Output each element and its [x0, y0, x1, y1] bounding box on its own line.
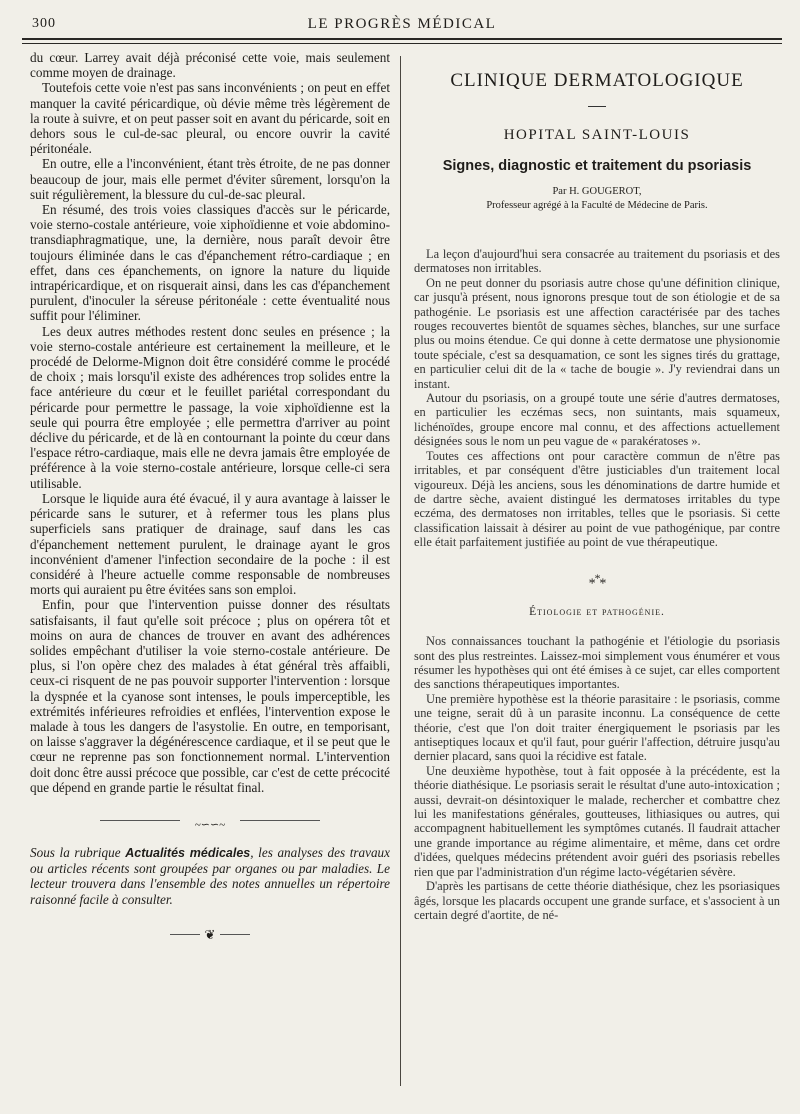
author-affiliation: Professeur agrégé à la Faculté de Médecine de Paris.	[486, 200, 708, 211]
paragraph: Les deux autres méthodes restent donc seules en présence ; la voie sterno-costale antérieure est certainement la meilleure, et le procédé de Delorme-Mignon doit être considéré comme le procédé de choix ; mais lorsqu'il existe des adhérences trop solides entre la face antérieure du cœur et le feuillet pariétal correspondant du péricarde pour permettre le passage, la voie xiphoïdienne est la seule qui pourra être employée ; elle permettra d'arriver au point déclive du péricarde, et de là en contournant la pointe du cœur dans l'espace rétro-cardiaque, mais elle ne devra jamais être employée de préférence à la voie sterno-costale antérieure, lorsque celle-ci sera utilisable.	[30, 323, 390, 491]
paragraph: Toutefois cette voie n'est pas sans inconvénients ; on peut en effet manquer la cavité péricardique, où dévie même très légèrement de la route à suivre, et on peut passer soit en avant du péricarde, soit en dehors sous le cul-de-sac pleural, ou encore ouvrir la cavité péritonéale.	[30, 80, 390, 157]
paragraph: Enfin, pour que l'intervention puisse donner des résultats satisfaisants, il faut qu'elle soit précoce ; plus on opérera tôt et moins on aura de chances de trouver en avant des adhérences solides empêchant d'utiliser la voie sterno-costale antérieure. De plus, si l'on opère chez des malades à état général très affaibli, ceux-ci risquent de ne pas pouvoir supporter l'intervention : lorsque la dyspnée et la cyanose sont intenses, le pouls imperceptible, les extrémités inférieures refroidies et enflées, l'intervention expose le malade à tous les dangers de l'asystolie. En outre, en temporisant, on laisse s'aggraver la dégénérescence cardiaque, et il se peut que le cœur ne reprenne pas son fonctionnement normal. L'intervention doit donc être aussi précoce que possible, car c'est de cette précocité que dépend en grande partie le résultat final.	[30, 597, 390, 795]
title-dash	[588, 106, 606, 107]
hospital-name: HOPITAL SAINT-LOUIS	[503, 127, 691, 143]
paragraph: Une première hypothèse est la théorie parasitaire : le psoriasis, comme une teigne, serait dû à un parasite inconnu. La conséquence de cette théorie, c'est que l'on doit traiter énergiquement le psoriasis par les antiseptiques locaux et qu'il faut, pour guérir l'affection, détruire jusqu'au dernier placard, sans quoi la récidive est fatale.	[414, 691, 780, 764]
right-column	[414, 50, 780, 922]
asterism: ***	[588, 571, 606, 592]
section-ornament: ~∽∽~	[30, 815, 390, 827]
journal-title: LE PROGRÈS MÉDICAL	[307, 16, 497, 32]
paragraph: Lorsque le liquide aura été évacué, il y aura avantage à laisser le péricarde sans le suturer, et à refermer tous les plans plus superficiels sans pratiquer de drainage, sauf dans les cas d'épanchement nettement purulent, le drainage ayant le gros inconvénient d'amener l'infection secondaire de la poche : il est considéré à l'heure actuelle comme responsable de nombreuses morts qui auraient pu être évitées sans son emploi.	[30, 490, 390, 598]
end-ornament: ❦	[30, 927, 390, 941]
article-title: Signes, diagnostic et traitement du psoriasis	[442, 158, 752, 174]
paragraph: Autour du psoriasis, on a groupé toute une série d'autres dermatoses, en particulier les eczémas secs, non suintants, mais squameux, lichénoïdes, groupe encore mal connu, et des affections actuellement désignées sous le nom un peu vague de « parakératoses ».	[414, 391, 780, 449]
byline: Par H. GOUGEROT,	[552, 186, 642, 197]
note-rubric: Actualités médicales	[125, 845, 251, 860]
column-divider	[400, 56, 401, 1086]
page-number: 300	[32, 16, 56, 31]
header-rule-thin	[22, 43, 782, 44]
paragraph: En outre, elle a l'inconvénient, étant très étroite, de ne pas donner beaucoup de jour, mais elle permet d'éviter sûrement, lorsqu'on la suit régulièrement, la blessure du cul-de-sac pleural.	[30, 156, 390, 202]
left-column	[30, 50, 390, 941]
header-rule	[22, 38, 782, 40]
paragraph: La leçon d'aujourd'hui sera consacrée au traitement du psoriasis et des dermatoses non irritables.	[414, 247, 780, 276]
paragraph: Une deuxième hypothèse, tout à fait opposée à la précédente, est la théorie diathésique. Le psoriasis serait le résultat d'une auto-intoxication ; aussi, devrait-on désintoxiquer le malade, rechercher et combattre chez lui les manifestations générales, goutteuses, lithiasiques ou autres, qui accompagnent habituellement les symptômes cutanés. Il faudrait attacher une grande importance au régime alimentaire, et même, dans cet ordre d'idées, quelques médecins prétendent avoir guéri des psoriasis rebelles rien que par l'administration d'un régime lacto-végétarien sévère.	[414, 763, 780, 879]
paragraph: D'après les partisans de cette théorie diathésique, chez les psoriasiques âgés, lorsque les placards occupent une grande surface, et s'associent à un certain degré d'aortite, de né-	[414, 879, 780, 922]
paragraph: Nos connaissances touchant la pathogénie et l'étiologie du psoriasis sont des plus restreintes. Laissez-moi simplement vous énumérer et vous résumer les hypothèses qui ont été émises à ce sujet, car elles comportent des sanctions thérapeutiques importantes.	[414, 634, 780, 692]
paragraph: du cœur. Larrey avait déjà préconisé cette voie, mais seulement comme moyen de drainage.	[30, 50, 390, 81]
paragraph: Toutes ces affections ont pour caractère commun de n'être pas irritables, et par conséquent d'être justiciables d'un traitement local vigoureux. Déjà les anciens, sous les dénominations de dartre humide et de dartre sèche, avaient distingué les dermatoses irritables du type eczéma, des dermatoses non irritables, telles que le psoriasis. Si cette classification laissait à désirer au point de vue pathogénique, par contre elle était parfaitement justifiée au point de vue thérapeutique.	[414, 448, 780, 550]
running-header	[26, 14, 778, 36]
paragraph: On ne peut donner du psoriasis autre chose qu'une définition clinique, car jusqu'à présent, nous ignorons presque tout de son étiologie et de sa pathogénie. Le psoriasis est une affection caractérisée par des taches rouges recouvertes bientôt de squames sèches, blanches, sur une surface plus ou moins étendue. Ce qui donne à cette dermatose une physionomie toute spéciale, c'est sa desquamation, ce sont les signes tirés du grattage, en particulier celui dit de la « tache de bougie ». J'y reviendrai dans un instant.	[414, 275, 780, 391]
subsection-heading: Étiologie et pathogénie.	[529, 606, 665, 619]
editorial-note: Sous la rubrique Actualités médicales, les analyses des travaux ou articles récents sont groupées par organes ou par maladies. Le lecteur trouvera dans l'ensemble des notes annuelles un répertoire raisonné facile à consulter.	[30, 844, 391, 907]
paragraph: En résumé, des trois voies classiques d'accès sur le péricarde, voie sterno-costale antérieure, voie xiphoïdienne et voie abdomino-transdiaphragmatique, une, la dernière, nous paraît devoir être toujours éliminée dans le cas d'épanchement rétro-cardiaque ; en effet, dans ces épanchements, on ignore la nature du liquide intrapéricardique, et on risquerait ainsi, dans les cas d'épanchement purulent, d'inoculer la séreuse péritonéale : cette éventualité nous suffit pour l'éliminer.	[30, 202, 390, 324]
section-title: CLINIQUE DERMATOLOGIQUE	[450, 70, 744, 91]
